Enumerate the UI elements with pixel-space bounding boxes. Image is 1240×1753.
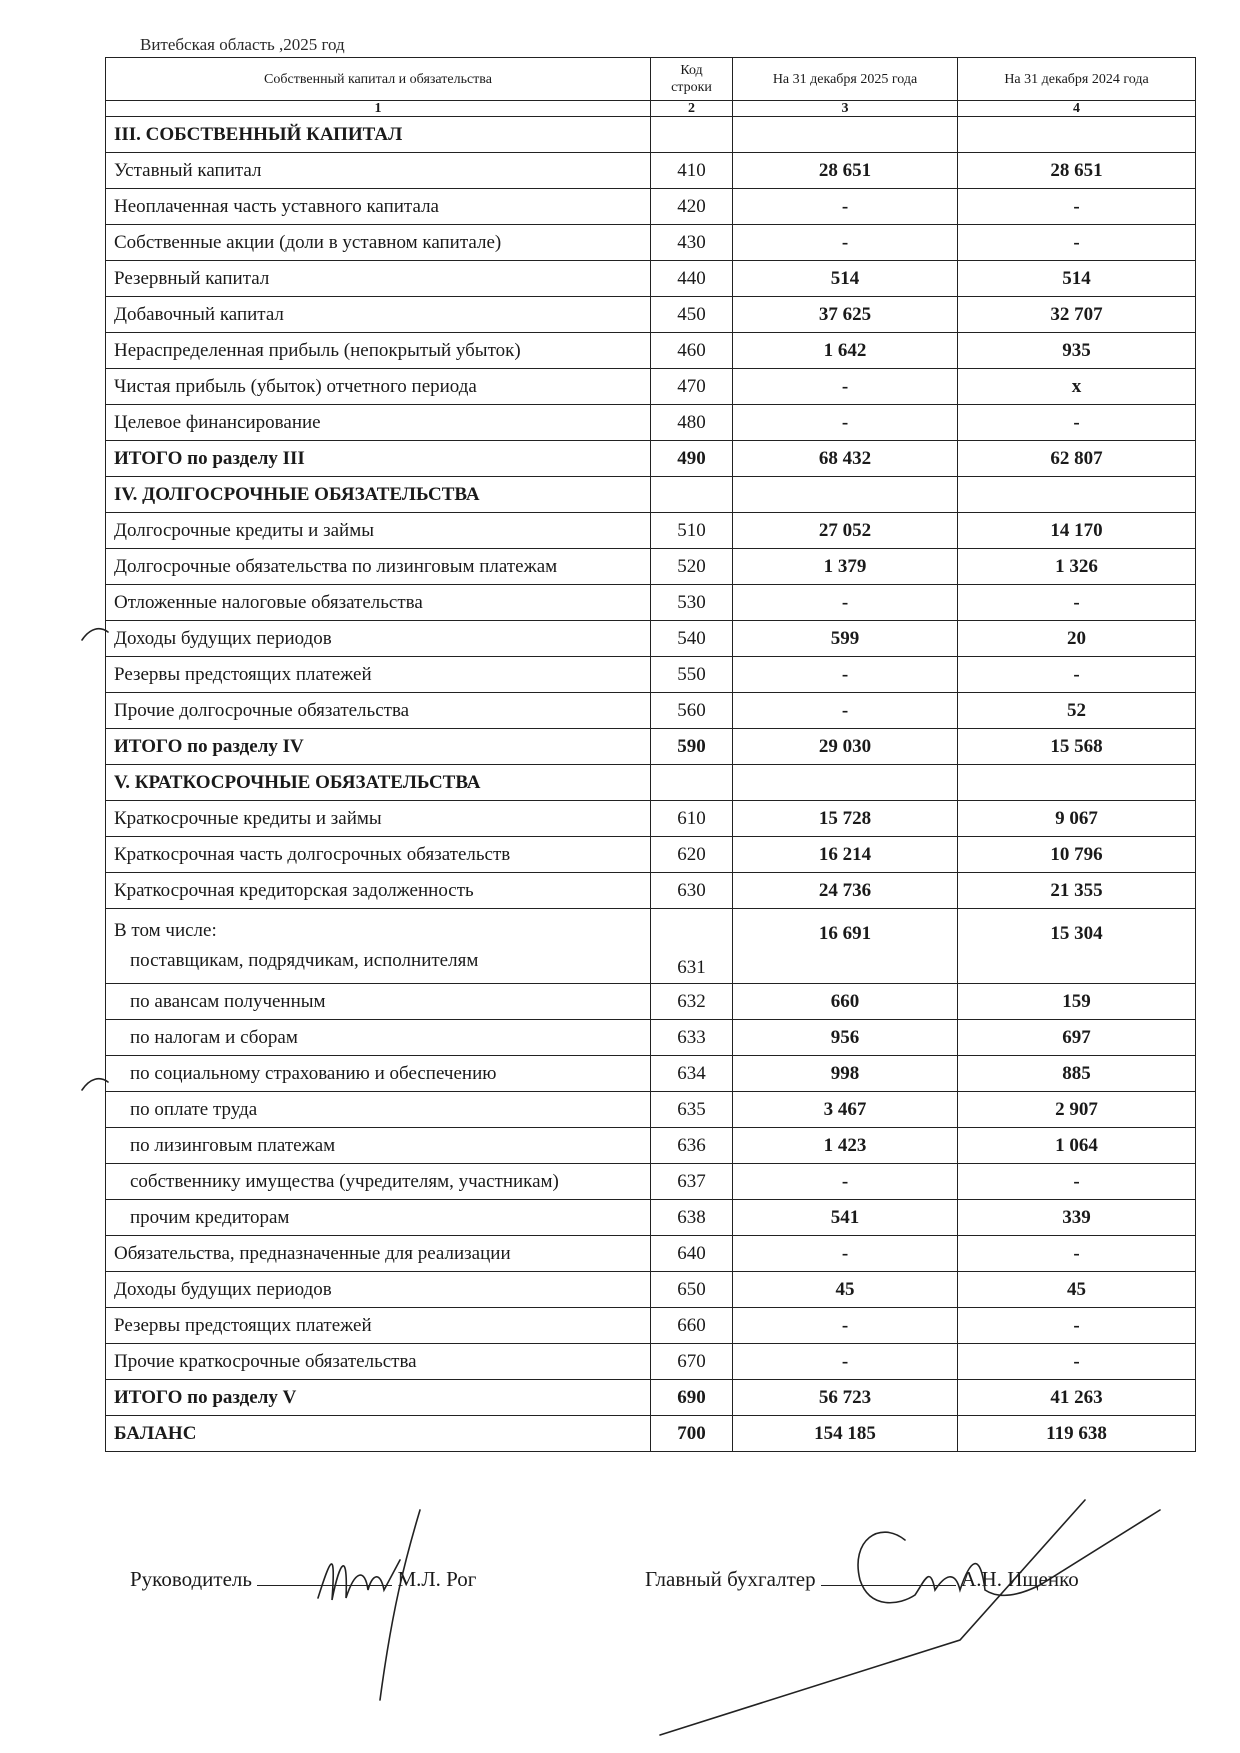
row-code: 690 xyxy=(651,1380,733,1416)
total-row xyxy=(106,441,1196,477)
table-row xyxy=(106,1128,1196,1164)
row-code: 420 xyxy=(651,189,733,225)
value-2024: 885 xyxy=(958,1056,1196,1092)
row-label: Доходы будущих периодов xyxy=(106,1272,651,1308)
row-label: по налогам и сборам xyxy=(106,1020,651,1056)
row-label: IV. ДОЛГОСРОЧНЫЕ ОБЯЗАТЕЛЬСТВА xyxy=(106,477,651,513)
row-label: по социальному страхованию и обеспечению xyxy=(106,1056,651,1092)
value-2024: 935 xyxy=(958,333,1196,369)
header-item: Собственный капитал и обязательства xyxy=(106,58,651,101)
row-label: Резервный капитал xyxy=(106,261,651,297)
accountant-signature-scribble xyxy=(660,1500,1160,1735)
value-2024: - xyxy=(958,1164,1196,1200)
table-row xyxy=(106,873,1196,909)
value-2025: - xyxy=(733,1308,958,1344)
value-2025: 514 xyxy=(733,261,958,297)
value-2024: 10 796 xyxy=(958,837,1196,873)
table-row xyxy=(106,1344,1196,1380)
row-label: Добавочный капитал xyxy=(106,297,651,333)
value-2024: 62 807 xyxy=(958,441,1196,477)
row-label xyxy=(106,909,651,984)
table-row xyxy=(106,513,1196,549)
value-2024: 339 xyxy=(958,1200,1196,1236)
row-label: Резервы предстоящих платежей xyxy=(106,657,651,693)
row-label: по авансам полученным xyxy=(106,984,651,1020)
row-label: БАЛАНС xyxy=(106,1416,651,1452)
table-row xyxy=(106,585,1196,621)
row-code xyxy=(651,117,733,153)
row-code: 510 xyxy=(651,513,733,549)
value-2025: 956 xyxy=(733,1020,958,1056)
value-2025 xyxy=(733,477,958,513)
value-2025: 15 728 xyxy=(733,801,958,837)
value-2024: - xyxy=(958,1308,1196,1344)
row-code: 630 xyxy=(651,873,733,909)
accountant-signature-line xyxy=(821,1565,956,1586)
row-code: 560 xyxy=(651,693,733,729)
table-row xyxy=(106,333,1196,369)
value-2024: 15 568 xyxy=(958,729,1196,765)
section-header-row xyxy=(106,117,1196,153)
row-code: 635 xyxy=(651,1092,733,1128)
value-2024: 41 263 xyxy=(958,1380,1196,1416)
column-number: 4 xyxy=(958,101,1196,117)
accountant-signature xyxy=(645,1565,1079,1592)
head-signature-line xyxy=(257,1565,392,1586)
value-2024 xyxy=(958,477,1196,513)
value-2024: - xyxy=(958,1344,1196,1380)
total-row xyxy=(106,1416,1196,1452)
table-row xyxy=(106,189,1196,225)
row-code: 410 xyxy=(651,153,733,189)
column-number: 3 xyxy=(733,101,958,117)
value-2024: - xyxy=(958,189,1196,225)
row-code: 631 xyxy=(651,909,733,984)
row-code: 590 xyxy=(651,729,733,765)
row-code: 530 xyxy=(651,585,733,621)
value-2025: - xyxy=(733,225,958,261)
value-2025: - xyxy=(733,369,958,405)
row-code: 637 xyxy=(651,1164,733,1200)
value-2024: 32 707 xyxy=(958,297,1196,333)
row-label: Резервы предстоящих платежей xyxy=(106,1308,651,1344)
value-2025: 3 467 xyxy=(733,1092,958,1128)
value-2024 xyxy=(958,765,1196,801)
row-label: Долгосрочные обязательства по лизинговым платежам xyxy=(106,549,651,585)
total-row xyxy=(106,1380,1196,1416)
value-2025: 27 052 xyxy=(733,513,958,549)
head-name: М.Л. Рог xyxy=(397,1567,477,1591)
table-row xyxy=(106,1272,1196,1308)
row-label: Прочие краткосрочные обязательства xyxy=(106,1344,651,1380)
row-code: 633 xyxy=(651,1020,733,1056)
row-label-intro: В том числе: xyxy=(114,920,217,941)
value-2024: - xyxy=(958,225,1196,261)
header-2025: На 31 декабря 2025 года xyxy=(733,58,958,101)
row-code: 634 xyxy=(651,1056,733,1092)
value-2024: 21 355 xyxy=(958,873,1196,909)
value-2024: 159 xyxy=(958,984,1196,1020)
row-label: Доходы будущих периодов xyxy=(106,621,651,657)
header-code: Код строки xyxy=(651,58,733,101)
value-2025: 45 xyxy=(733,1272,958,1308)
value-2024 xyxy=(958,117,1196,153)
value-2025: - xyxy=(733,585,958,621)
value-2025: 56 723 xyxy=(733,1380,958,1416)
table-row xyxy=(106,369,1196,405)
table-row xyxy=(106,153,1196,189)
row-code: 670 xyxy=(651,1344,733,1380)
value-2024: 697 xyxy=(958,1020,1196,1056)
row-label: собственнику имущества (учредителям, участникам) xyxy=(106,1164,651,1200)
value-2025 xyxy=(733,117,958,153)
row-label: прочим кредиторам xyxy=(106,1200,651,1236)
value-2024: 20 xyxy=(958,621,1196,657)
value-2024: 45 xyxy=(958,1272,1196,1308)
table-row xyxy=(106,1236,1196,1272)
head-signature-scribble xyxy=(318,1510,420,1700)
row-code: 636 xyxy=(651,1128,733,1164)
value-2025: 998 xyxy=(733,1056,958,1092)
row-code: 620 xyxy=(651,837,733,873)
value-2025: - xyxy=(733,1164,958,1200)
row-code: 490 xyxy=(651,441,733,477)
value-2025: - xyxy=(733,1236,958,1272)
row-label: Краткосрочная часть долгосрочных обязательств xyxy=(106,837,651,873)
value-2025 xyxy=(733,765,958,801)
value-2024: 1 064 xyxy=(958,1128,1196,1164)
head-label: Руководитель xyxy=(130,1567,252,1591)
table-row xyxy=(106,657,1196,693)
row-code: 450 xyxy=(651,297,733,333)
row-label: Нераспределенная прибыль (непокрытый убыток) xyxy=(106,333,651,369)
table-row xyxy=(106,1056,1196,1092)
row-label: ИТОГО по разделу V xyxy=(106,1380,651,1416)
accountant-label: Главный бухгалтер xyxy=(645,1567,816,1591)
value-2024: 9 067 xyxy=(958,801,1196,837)
header-2024: На 31 декабря 2024 года xyxy=(958,58,1196,101)
table-row xyxy=(106,1164,1196,1200)
row-code: 440 xyxy=(651,261,733,297)
row-code: 550 xyxy=(651,657,733,693)
row-label: по оплате труда xyxy=(106,1092,651,1128)
value-2024: - xyxy=(958,1236,1196,1272)
row-label: Отложенные налоговые обязательства xyxy=(106,585,651,621)
value-2025: 68 432 xyxy=(733,441,958,477)
region-year-line: Витебская область ,2025 год xyxy=(140,35,345,54)
row-label: ИТОГО по разделу IV xyxy=(106,729,651,765)
value-2025: 24 736 xyxy=(733,873,958,909)
value-2024: 14 170 xyxy=(958,513,1196,549)
value-2024: - xyxy=(958,585,1196,621)
value-2025: 16 214 xyxy=(733,837,958,873)
value-2025: 541 xyxy=(733,1200,958,1236)
value-2024: x xyxy=(958,369,1196,405)
header-row xyxy=(106,58,1196,101)
row-label-sub: поставщикам, подрядчикам, исполнителям xyxy=(130,950,479,971)
value-2024: 15 304 xyxy=(958,909,1196,984)
row-label: Прочие долгосрочные обязательства xyxy=(106,693,651,729)
row-code: 540 xyxy=(651,621,733,657)
row-label: Краткосрочная кредиторская задолженность xyxy=(106,873,651,909)
value-2025: - xyxy=(733,693,958,729)
table-row xyxy=(106,837,1196,873)
value-2024: 514 xyxy=(958,261,1196,297)
value-2025: 660 xyxy=(733,984,958,1020)
value-2024: - xyxy=(958,657,1196,693)
value-2024: 52 xyxy=(958,693,1196,729)
table-row xyxy=(106,1020,1196,1056)
value-2025: - xyxy=(733,189,958,225)
table-row xyxy=(106,1308,1196,1344)
value-2025: 1 642 xyxy=(733,333,958,369)
row-label: V. КРАТКОСРОЧНЫЕ ОБЯЗАТЕЛЬСТВА xyxy=(106,765,651,801)
table-row xyxy=(106,984,1196,1020)
value-2024: 2 907 xyxy=(958,1092,1196,1128)
row-label: Чистая прибыль (убыток) отчетного периода xyxy=(106,369,651,405)
row-label: по лизинговым платежам xyxy=(106,1128,651,1164)
table-row xyxy=(106,621,1196,657)
row-code: 640 xyxy=(651,1236,733,1272)
accountant-name: А.Н. Ищенко xyxy=(961,1567,1079,1591)
value-2025: 599 xyxy=(733,621,958,657)
row-label: ИТОГО по разделу III xyxy=(106,441,651,477)
row-code: 660 xyxy=(651,1308,733,1344)
row-code: 650 xyxy=(651,1272,733,1308)
head-signature xyxy=(130,1565,476,1592)
total-row xyxy=(106,729,1196,765)
value-2025: - xyxy=(733,405,958,441)
row-label: Уставный капитал xyxy=(106,153,651,189)
section-header-row xyxy=(106,765,1196,801)
table-row xyxy=(106,549,1196,585)
row-code: 460 xyxy=(651,333,733,369)
table-body xyxy=(106,117,1196,1452)
value-2024: 1 326 xyxy=(958,549,1196,585)
value-2025: 1 379 xyxy=(733,549,958,585)
value-2025: 37 625 xyxy=(733,297,958,333)
value-2024: 28 651 xyxy=(958,153,1196,189)
row-code: 638 xyxy=(651,1200,733,1236)
column-number: 2 xyxy=(651,101,733,117)
value-2025: 16 691 xyxy=(733,909,958,984)
table-row xyxy=(106,1200,1196,1236)
table-row xyxy=(106,693,1196,729)
row-label: Неоплаченная часть уставного капитала xyxy=(106,189,651,225)
row-code: 480 xyxy=(651,405,733,441)
table-row xyxy=(106,297,1196,333)
row-code: 520 xyxy=(651,549,733,585)
row-code: 632 xyxy=(651,984,733,1020)
row-label: Краткосрочные кредиты и займы xyxy=(106,801,651,837)
row-code xyxy=(651,765,733,801)
row-label: Долгосрочные кредиты и займы xyxy=(106,513,651,549)
row-code: 470 xyxy=(651,369,733,405)
value-2025: 154 185 xyxy=(733,1416,958,1452)
row-label: III. СОБСТВЕННЫЙ КАПИТАЛ xyxy=(106,117,651,153)
table-row xyxy=(106,225,1196,261)
column-number-row xyxy=(106,101,1196,117)
value-2024: - xyxy=(958,405,1196,441)
value-2025: - xyxy=(733,657,958,693)
table-row xyxy=(106,801,1196,837)
value-2025: - xyxy=(733,1344,958,1380)
table-row xyxy=(106,261,1196,297)
row-code: 700 xyxy=(651,1416,733,1452)
section-header-row xyxy=(106,477,1196,513)
table-row xyxy=(106,909,1196,984)
value-2025: 28 651 xyxy=(733,153,958,189)
table-row xyxy=(106,405,1196,441)
row-code: 610 xyxy=(651,801,733,837)
value-2024: 119 638 xyxy=(958,1416,1196,1452)
value-2025: 1 423 xyxy=(733,1128,958,1164)
row-label: Целевое финансирование xyxy=(106,405,651,441)
column-number: 1 xyxy=(106,101,651,117)
balance-sheet-table xyxy=(105,57,1196,1452)
table-row xyxy=(106,1092,1196,1128)
row-label: Собственные акции (доли в уставном капитале) xyxy=(106,225,651,261)
value-2025: 29 030 xyxy=(733,729,958,765)
row-label: Обязательства, предназначенные для реализации xyxy=(106,1236,651,1272)
row-code xyxy=(651,477,733,513)
row-code: 430 xyxy=(651,225,733,261)
